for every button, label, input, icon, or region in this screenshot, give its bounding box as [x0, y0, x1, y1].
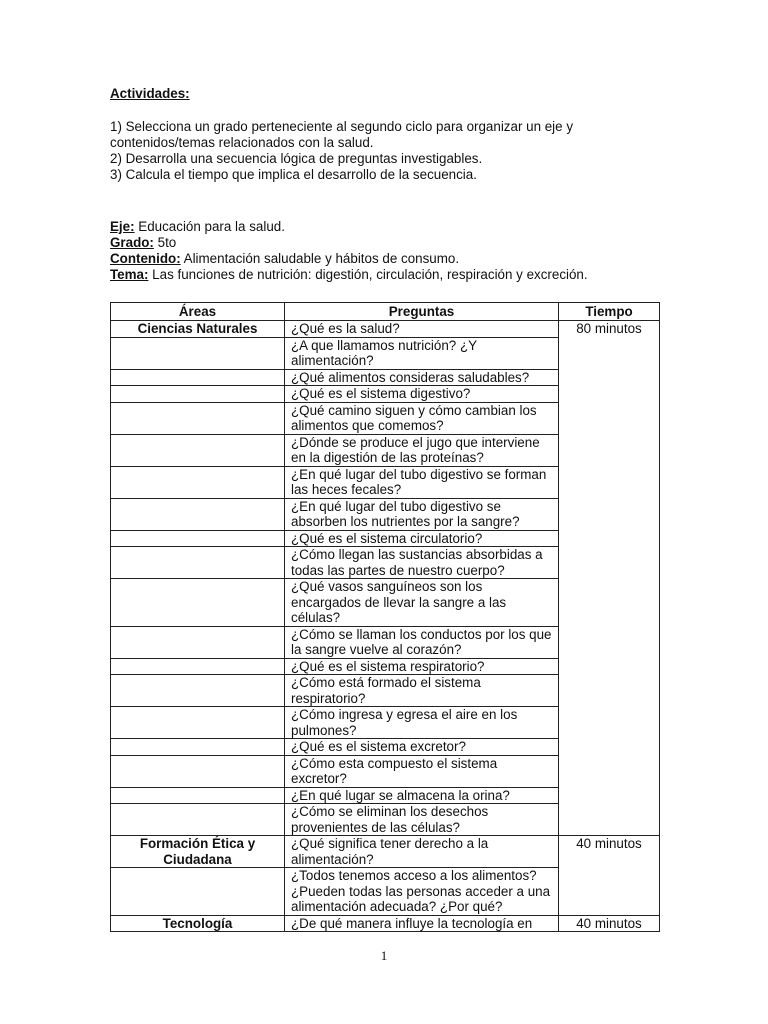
question-cell: ¿Cómo ingresa y egresa el aire en los pulmones?	[285, 707, 559, 739]
area-cell-empty	[111, 804, 285, 836]
activities-title: Actividades:	[110, 86, 190, 101]
question-cell: ¿De qué manera influye la tecnología en	[285, 915, 559, 932]
time-cell: 40 minutos	[559, 915, 660, 932]
question-cell: ¿Qué es el sistema respiratorio?	[285, 658, 559, 675]
activity-item: 3) Calcula el tiempo que implica el desarrollo de la secuencia.	[110, 167, 477, 182]
question-cell: ¿Qué es la salud?	[285, 321, 559, 338]
question-cell: ¿Cómo llegan las sustancias absorbidas a todas las partes de nuestro cuerpo?	[285, 547, 559, 579]
header-tiempo: Tiempo	[559, 303, 660, 321]
eje-line	[110, 219, 670, 235]
question-cell: ¿En qué lugar se almacena la orina?	[285, 787, 559, 804]
tema-value: Las funciones de nutrición: digestión, circulación, respiración y excreción.	[148, 267, 588, 282]
contenido-value: Alimentación saludable y hábitos de consumo.	[180, 251, 460, 266]
area-cell: Tecnología	[111, 915, 285, 932]
grado-value: 5to	[153, 235, 177, 250]
question-cell: ¿En qué lugar del tubo digestivo se forman las heces fecales?	[285, 466, 559, 498]
question-cell: ¿Cómo esta compuesto el sistema excretor?	[285, 755, 559, 787]
area-cell-empty	[111, 675, 285, 707]
area-cell-empty	[111, 755, 285, 787]
activity-item: 1) Selecciona un grado perteneciente al segundo ciclo para organizar un eje y contenidos/temas relacionados con la salud.	[110, 119, 574, 150]
question-cell: ¿Cómo se llaman los conductos por los que la sangre vuelve al corazón?	[285, 626, 559, 658]
tema-label: Tema:	[110, 267, 149, 282]
questions-table	[110, 302, 660, 932]
area-cell-empty	[111, 369, 285, 386]
contenido-line	[110, 251, 670, 267]
question-cell: ¿Cómo se eliminan los desechos provenientes de las células?	[285, 804, 559, 836]
eje-label: Eje:	[110, 219, 135, 234]
eje-value: Educación para la salud.	[134, 219, 285, 234]
question-cell: ¿En qué lugar del tubo digestivo se absorben los nutrientes por la sangre?	[285, 498, 559, 530]
area-cell-empty	[111, 658, 285, 675]
question-cell: ¿Todos tenemos acceso a los alimentos? ¿Pueden todas las personas acceder a una alimentación adecuada? ¿Por qué?	[285, 868, 559, 916]
question-cell: ¿Cómo está formado el sistema respiratorio?	[285, 675, 559, 707]
page-number: 1	[380, 948, 388, 963]
activity-item: 2) Desarrolla una secuencia lógica de preguntas investigables.	[110, 151, 483, 166]
area-cell-empty	[111, 337, 285, 369]
area-cell-empty	[111, 626, 285, 658]
question-cell: ¿Qué es el sistema excretor?	[285, 739, 559, 756]
grado-label: Grado:	[110, 235, 154, 250]
area-cell: Ciencias Naturales	[111, 321, 285, 338]
contenido-label: Contenido:	[110, 251, 181, 266]
area-cell-empty	[111, 466, 285, 498]
area-cell-empty	[111, 868, 285, 916]
question-cell: ¿Qué es el sistema circulatorio?	[285, 530, 559, 547]
area-cell-empty	[111, 498, 285, 530]
question-cell: ¿Qué camino siguen y cómo cambian los alimentos que comemos?	[285, 402, 559, 434]
table-row	[111, 321, 660, 338]
area-cell-empty	[111, 402, 285, 434]
area-cell-empty	[111, 787, 285, 804]
question-cell: ¿Qué vasos sanguíneos son los encargados de llevar la sangre a las células?	[285, 579, 559, 627]
grado-line	[110, 235, 670, 251]
time-cell: 80 minutos	[559, 321, 660, 836]
activity-list	[110, 119, 630, 183]
area-cell: Formación Ética y Ciudadana	[111, 836, 285, 868]
area-cell-empty	[111, 434, 285, 466]
table-row	[111, 836, 660, 868]
area-cell-empty	[111, 547, 285, 579]
question-cell: ¿A que llamamos nutrición? ¿Y alimentación?	[285, 337, 559, 369]
table-header-row	[111, 303, 660, 321]
area-cell-empty	[111, 739, 285, 756]
question-cell: ¿Qué es el sistema digestivo?	[285, 386, 559, 403]
tema-line	[110, 267, 670, 283]
header-areas: Áreas	[111, 303, 285, 321]
area-cell-empty	[111, 707, 285, 739]
area-cell-empty	[111, 579, 285, 627]
header-preguntas: Preguntas	[285, 303, 559, 321]
course-metadata	[110, 219, 670, 283]
question-cell: ¿Qué significa tener derecho a la alimentación?	[285, 836, 559, 868]
area-cell-empty	[111, 530, 285, 547]
time-cell: 40 minutos	[559, 836, 660, 916]
table-row	[111, 915, 660, 932]
area-cell-empty	[111, 386, 285, 403]
question-cell: ¿Qué alimentos consideras saludables?	[285, 369, 559, 386]
question-cell: ¿Dónde se produce el jugo que interviene en la digestión de las proteínas?	[285, 434, 559, 466]
